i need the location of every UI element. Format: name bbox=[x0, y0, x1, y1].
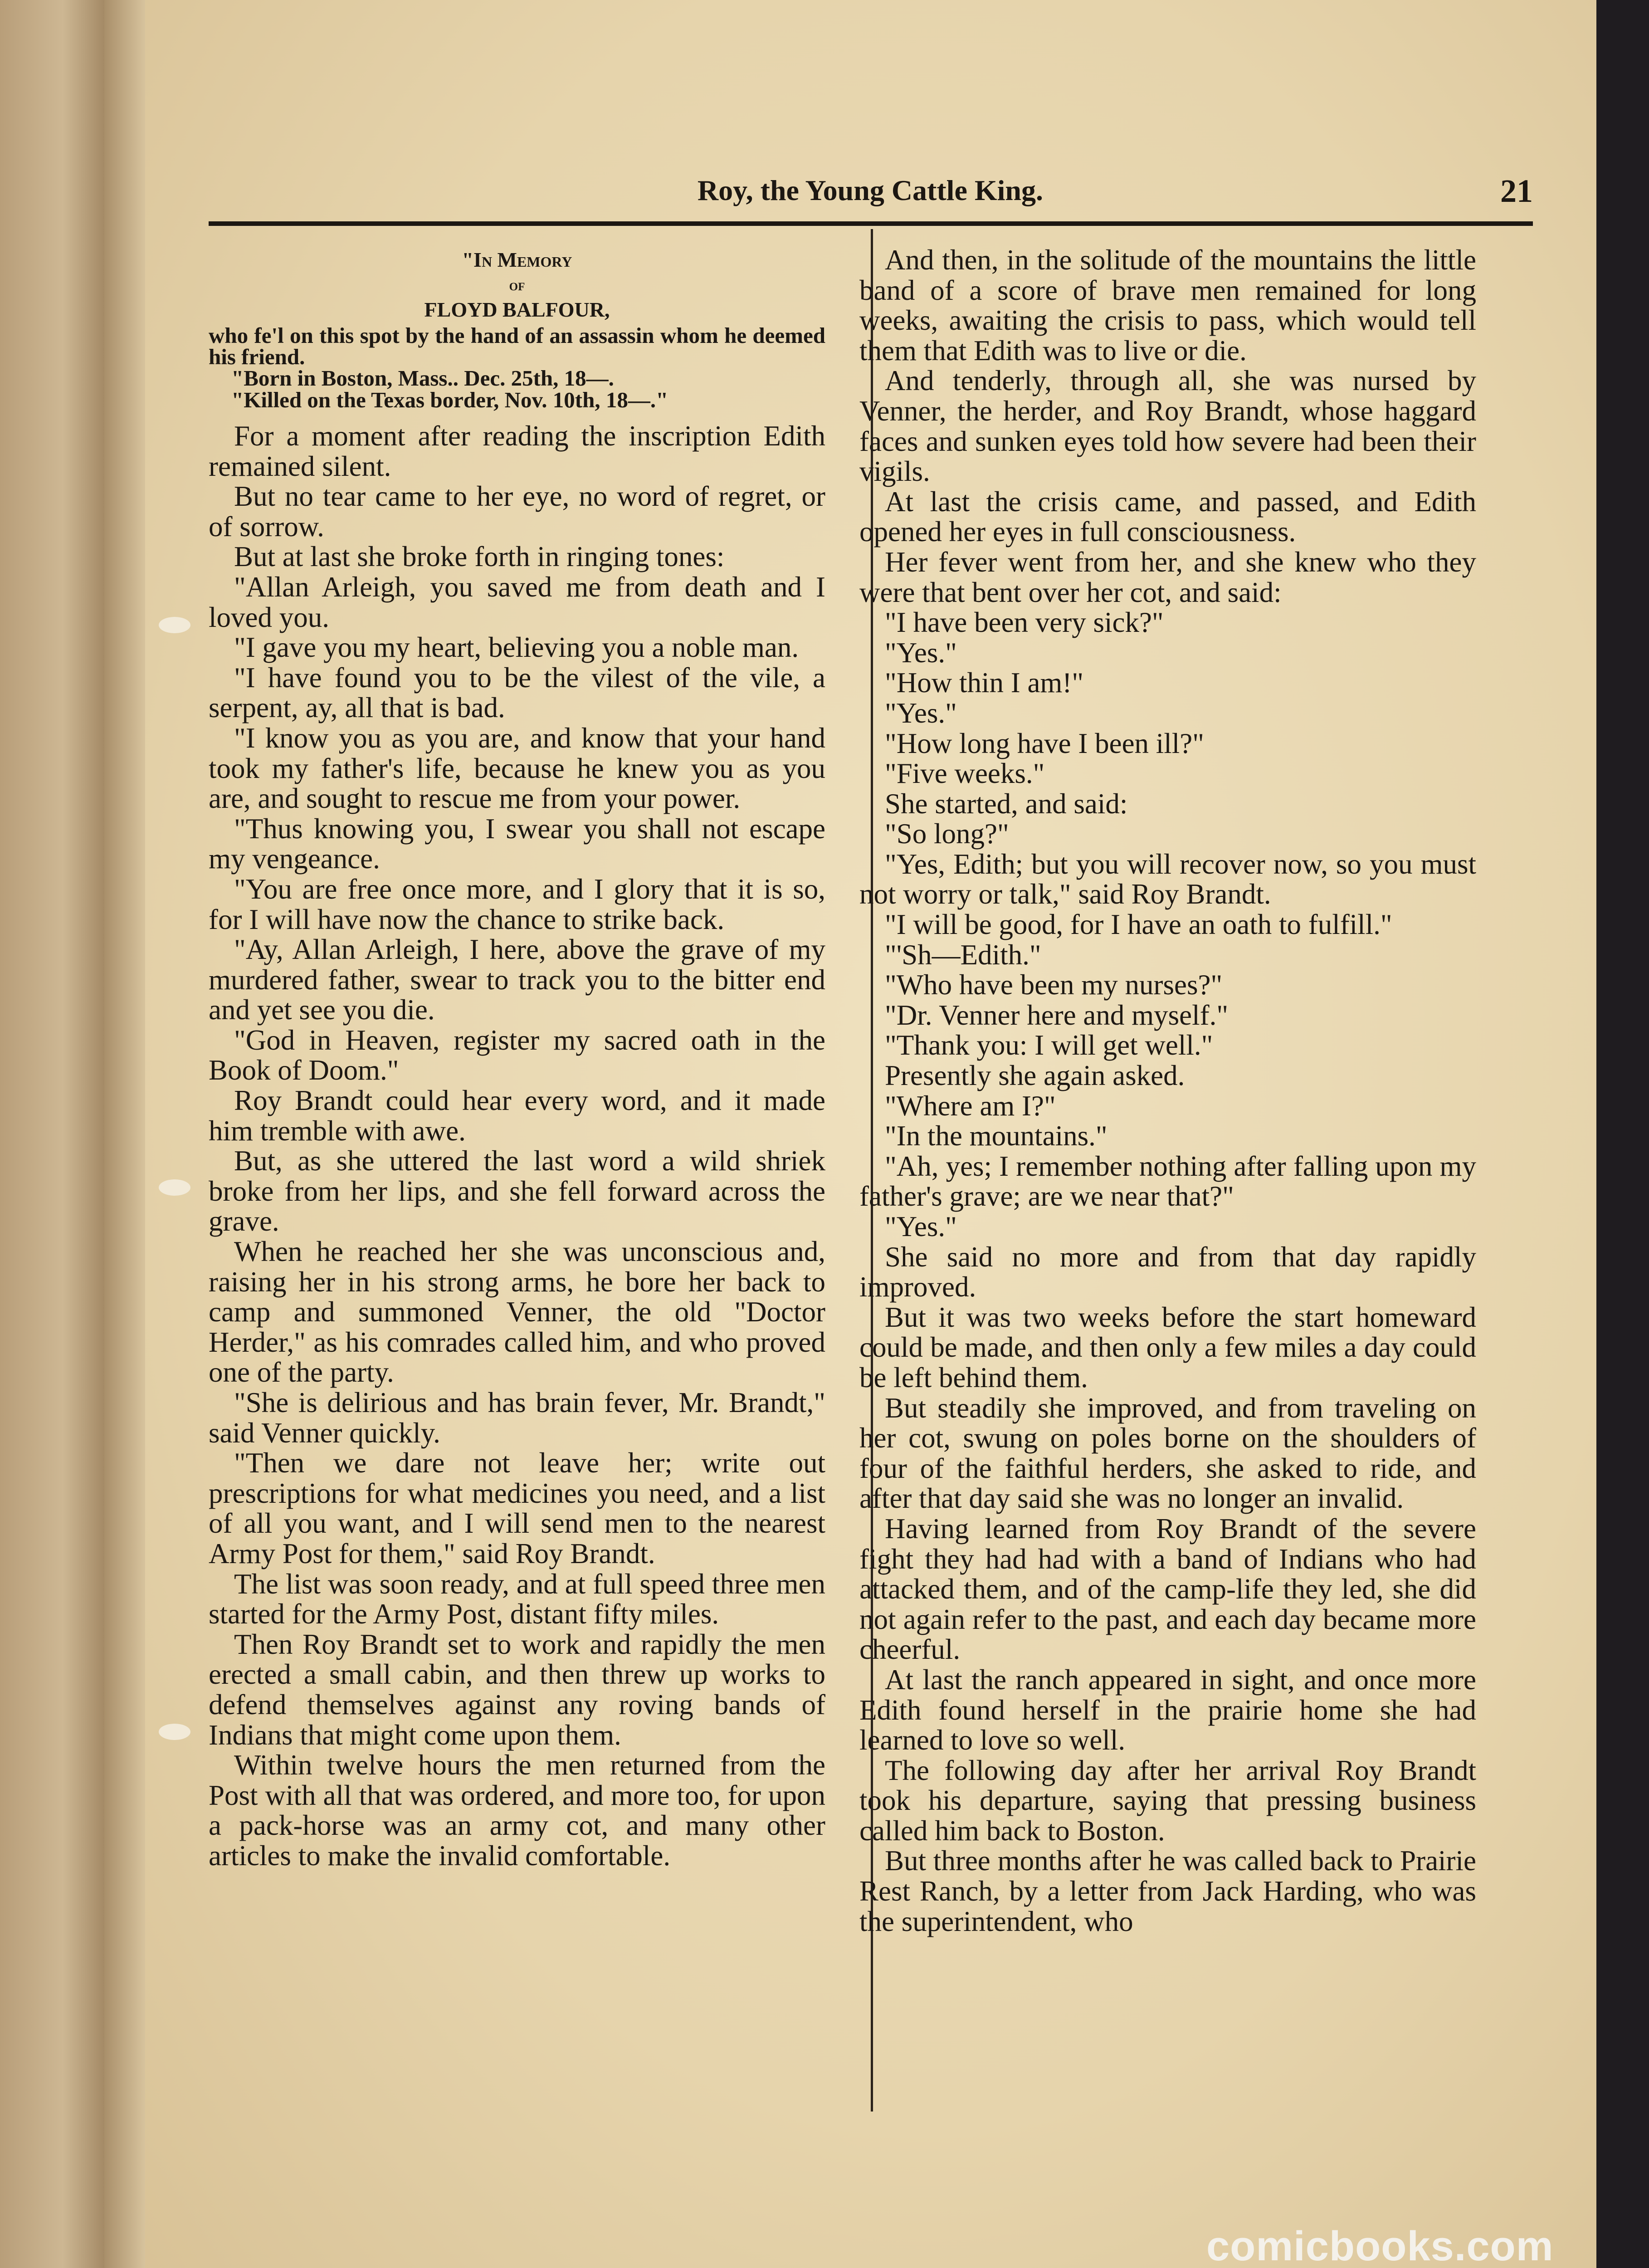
running-header bbox=[209, 163, 1533, 218]
right-column bbox=[859, 245, 1476, 1936]
paragraph: "Five weeks." bbox=[885, 758, 1045, 790]
left-column-body bbox=[209, 421, 825, 1871]
paragraph: But three months after he was called back to Prairie Rest Ranch, by a letter from Jack Harding, who was the superintendent, who bbox=[859, 1845, 1476, 1937]
paragraph: "Then we dare not leave her; write out prescriptions for what medicines you need, and a list of all you want, and I will send men to the nearest Army Post for them," said Roy Brandt. bbox=[209, 1447, 825, 1569]
paragraph: "Thus knowing you, I swear you shall not escape my vengeance. bbox=[209, 812, 825, 875]
paragraph: "Where am I?" bbox=[885, 1090, 1056, 1122]
paragraph: "Allan Arleigh, you saved me from death and I loved you. bbox=[209, 571, 825, 633]
paragraph: "I have found you to be the vilest of the vile, a serpent, ay, all that is bad. bbox=[209, 661, 825, 724]
inscription-name: FLOYD BALFOUR, bbox=[424, 298, 610, 321]
paragraph: "Yes, Edith; but you will recover now, so you must not worry or talk," said Roy Brandt. bbox=[859, 848, 1476, 910]
running-header-title: Roy, the Young Cattle King. bbox=[697, 174, 1043, 206]
paragraph: But, as she uttered the last word a wild shriek broke from her lips, and she fell forward across the grave. bbox=[209, 1145, 825, 1237]
paragraph: "How thin I am!" bbox=[885, 667, 1084, 699]
inscription-dedication: who fe'l on this spot by the hand of an assassin whom he deemed his friend. bbox=[209, 323, 825, 369]
paragraph: "I gave you my heart, believing you a noble man. bbox=[234, 631, 799, 664]
paragraph: The list was soon ready, and at full speed three men started for the Army Post, distant fifty miles. bbox=[209, 1568, 825, 1630]
paragraph: "Dr. Venner here and myself." bbox=[885, 999, 1229, 1031]
paragraph: Roy Brandt could hear every word, and it made him tremble with awe. bbox=[209, 1085, 825, 1147]
paragraph: And tenderly, through all, she was nursed by Venner, the herder, and Roy Brandt, whose haggard faces and sunken eyes told how severe had been their vigils. bbox=[859, 365, 1476, 488]
paragraph: For a moment after reading the inscription Edith remained silent. bbox=[209, 420, 825, 482]
paragraph: "You are free once more, and I glory that it is so, for I will have now the chance to strike back. bbox=[209, 873, 825, 935]
paragraph: "Yes." bbox=[885, 1211, 957, 1242]
paragraph: Then Roy Brandt set to work and rapidly the men erected a small cabin, and then threw up works to defend themselves against any roving bands of Indians that might come upon them. bbox=[209, 1628, 825, 1751]
paragraph: She said no more and from that day rapidly improved. bbox=[859, 1241, 1476, 1303]
paragraph: But no tear came to her eye, no word of regret, or of sorrow. bbox=[209, 480, 825, 543]
right-column-body bbox=[859, 245, 1476, 1936]
paragraph: "I will be good, for I have an oath to fulfill." bbox=[885, 909, 1392, 941]
header-rule bbox=[209, 221, 1533, 226]
paragraph: At last the ranch appeared in sight, and once more Edith found herself in the prairie home she had learned to love so well. bbox=[859, 1663, 1476, 1756]
paragraph: "Yes." bbox=[885, 697, 957, 729]
paragraph: "How long have I been ill?" bbox=[885, 727, 1204, 759]
paragraph: She started, and said: bbox=[885, 787, 1128, 820]
paragraph: But steadily she improved, and from traveling on her cot, swung on poles borne on the shoulders of four of the faithful herders, she asked to ride, and after that day said she was no longer an invalid. bbox=[859, 1392, 1476, 1515]
paragraph: "Ay, Allan Arleigh, I here, above the grave of my murdered father, swear to track you to the bitter end and yet see you die. bbox=[209, 934, 825, 1026]
page-gutter bbox=[104, 0, 145, 2268]
paragraph: Presently she again asked. bbox=[885, 1060, 1185, 1092]
inscription-born: "Born in Boston, Mass.. Dec. 25th, 18—. bbox=[231, 366, 614, 391]
paragraph: "So long?" bbox=[885, 818, 1009, 850]
page-number: 21 bbox=[1500, 173, 1533, 209]
background-edge bbox=[1596, 0, 1649, 2268]
paragraph: But at last she broke forth in ringing tones: bbox=[234, 541, 725, 573]
paragraph: Having learned from Roy Brandt of the severe fight they had had with a band of Indians who had attacked them, and of the camp-life they led, she did not again refer to the past, and each day became more cheerful. bbox=[859, 1512, 1476, 1666]
paragraph: At last the crisis came, and passed, and Edith opened her eyes in full consciousness. bbox=[859, 485, 1476, 548]
paragraph: Within twelve hours the men returned from the Post with all that was ordered, and more too, for upon a pack-horse was an army cot, and many other articles to make the invalid comfortable. bbox=[209, 1749, 825, 1872]
site-watermark: comicbooks.com bbox=[1206, 2223, 1554, 2268]
paragraph: "Yes." bbox=[885, 636, 957, 669]
paragraph: "In the mountains." bbox=[885, 1120, 1107, 1152]
inscription-line-2: of bbox=[509, 276, 525, 294]
left-column bbox=[209, 245, 825, 1871]
memorial-inscription bbox=[209, 245, 825, 325]
paragraph: But it was two weeks before the start homeward could be made, and then only a few miles a day could be left behind them. bbox=[859, 1301, 1476, 1393]
paragraph: Her fever went from her, and she knew who they were that bent over her cot, and said: bbox=[859, 546, 1476, 608]
paragraph: "She is delirious and has brain fever, Mr. Brandt," said Venner quickly. bbox=[209, 1387, 825, 1449]
inscription-killed: "Killed on the Texas border, Nov. 10th, 18—." bbox=[231, 387, 668, 412]
paragraph: And then, in the solitude of the mountains the little band of a score of brave men remained for long weeks, awaiting the crisis to pass, which would tell them that Edith was to live or die. bbox=[859, 244, 1476, 367]
paragraph: "I know you as you are, and know that your hand took my father's life, because he knew you as you are, and sought to rescue me from your power. bbox=[209, 722, 825, 815]
paragraph: When he reached her she was unconscious and, raising her in his strong arms, he bore her back to camp and summoned Venner, the old "Doctor Herder," as his comrades called him, and who proved one of the party. bbox=[209, 1236, 825, 1388]
paragraph: "Who have been my nurses?" bbox=[885, 969, 1223, 1001]
paragraph: "I have been very sick?" bbox=[885, 606, 1164, 639]
binding-stitch bbox=[159, 1179, 190, 1196]
paragraph: "Ah, yes; I remember nothing after falling upon my father's grave; are we near that?" bbox=[859, 1150, 1476, 1212]
inscription-line-1: "In Memory bbox=[462, 248, 572, 271]
paragraph: "Thank you: I will get well." bbox=[885, 1029, 1213, 1061]
previous-page-edge bbox=[0, 0, 104, 2268]
book-page bbox=[104, 0, 1596, 2268]
paragraph: "God in Heaven, register my sacred oath in the Book of Doom." bbox=[209, 1024, 825, 1086]
binding-stitch bbox=[159, 1724, 190, 1740]
binding-stitch bbox=[159, 617, 190, 633]
paragraph: The following day after her arrival Roy Brandt took his departure, saying that pressing business called him back to Boston. bbox=[859, 1754, 1476, 1847]
paragraph: "'Sh—Edith." bbox=[885, 938, 1041, 971]
